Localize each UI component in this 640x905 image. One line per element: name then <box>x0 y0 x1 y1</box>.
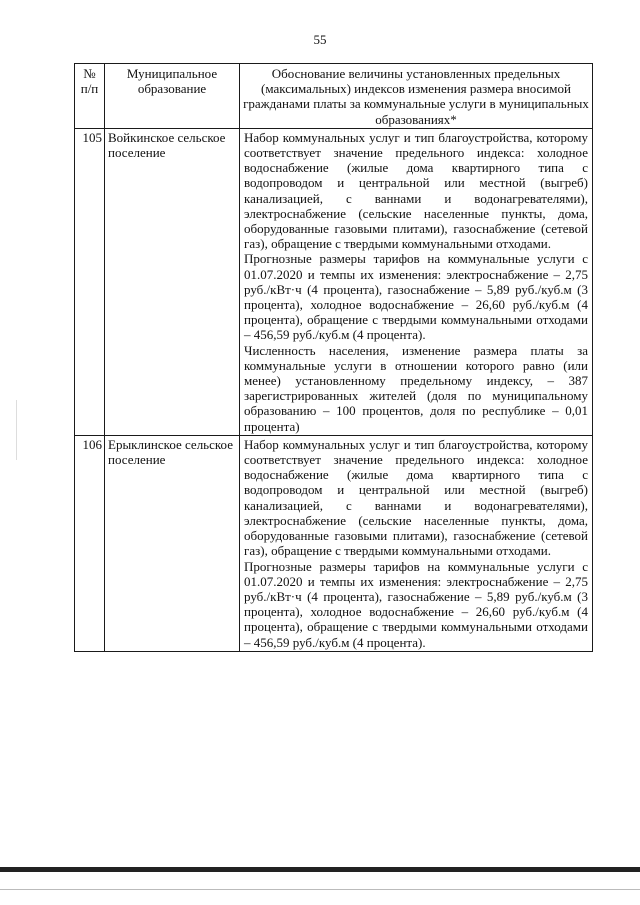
table-row <box>75 435 593 651</box>
page-number: 55 <box>313 32 327 47</box>
justification-paragraph: Набор коммунальных услуг и тип благоустройства, которому соответствует значение предельного индекса: холодное водоснабжение (жилые дома квартирного типа с водопроводом и центральной или местной (выгреб) канализацией, с ваннами и водонагревателями), электроснабжение (сельские населенные пункты, дома, оборудованные газовыми плитами), газоснабжение (сетевой газ), обращение с твердыми коммунальными отходами. <box>244 129 588 252</box>
justification-paragraph: Прогнозные размеры тарифов на коммунальные услуги с 01.07.2020 и темпы их изменения: электроснабжение – 2,75 руб./кВт·ч (4 процента), газоснабжение – 5,89 руб./куб.м (3 процента), холодное водоснабжение – 26,60 руб./куб.м (4 процента), обращение с твердыми коммунальными отходами – 456,59 руб./куб.м (4 процента). <box>244 251 588 343</box>
tariff-justification-table <box>74 63 593 652</box>
justification-paragraph: Прогнозные размеры тарифов на коммунальные услуги с 01.07.2020 и темпы их изменения: электроснабжение – 2,75 руб./кВт·ч (4 процента), газоснабжение – 5,89 руб./куб.м (3 процента), холодное водоснабжение – 26,60 руб./куб.м (4 процента), обращение с твердыми коммунальными отходами – 456,59 руб./куб.м (4 процента). <box>244 558 588 650</box>
scan-edge-line <box>0 889 640 890</box>
row-justification <box>240 435 593 651</box>
row-number: 105 <box>75 128 105 435</box>
header-justification: Обоснование величины установленных предельных (максимальных) индексов изменения размера вносимой гражданами платы за коммунальные услуги в муниципальных образованиях* <box>240 64 593 129</box>
row-justification <box>240 128 593 435</box>
scan-border-bar <box>0 867 640 872</box>
table-header-row <box>75 64 593 129</box>
row-municipality: Ерыклинское сельское поселение <box>105 435 240 651</box>
justification-paragraph: Численность населения, изменение размера платы за коммунальные услуги в отношении которого равно (или менее) установленному предельному индексу, – 387 зарегистрированных жителей (доля по муниципальному образованию – 100 процентов, доля по республике – 0,01 процента) <box>244 342 588 434</box>
justification-paragraph: Набор коммунальных услуг и тип благоустройства, которому соответствует значение предельного индекса: холодное водоснабжение (жилые дома квартирного типа с водопроводом и центральной или местной (выгреб) канализацией, с ваннами и водонагревателями), электроснабжение (сельские населенные пункты, дома, оборудованные газовыми плитами), газоснабжение (сетевой газ), обращение с твердыми коммунальными отходами. <box>244 436 588 559</box>
row-municipality: Войкинское сельское поселение <box>105 128 240 435</box>
scan-artifact <box>16 400 17 460</box>
row-number: 106 <box>75 435 105 651</box>
header-number: № п/п <box>75 64 105 129</box>
table-row <box>75 128 593 435</box>
header-municipality: Муниципальное образование <box>105 64 240 129</box>
